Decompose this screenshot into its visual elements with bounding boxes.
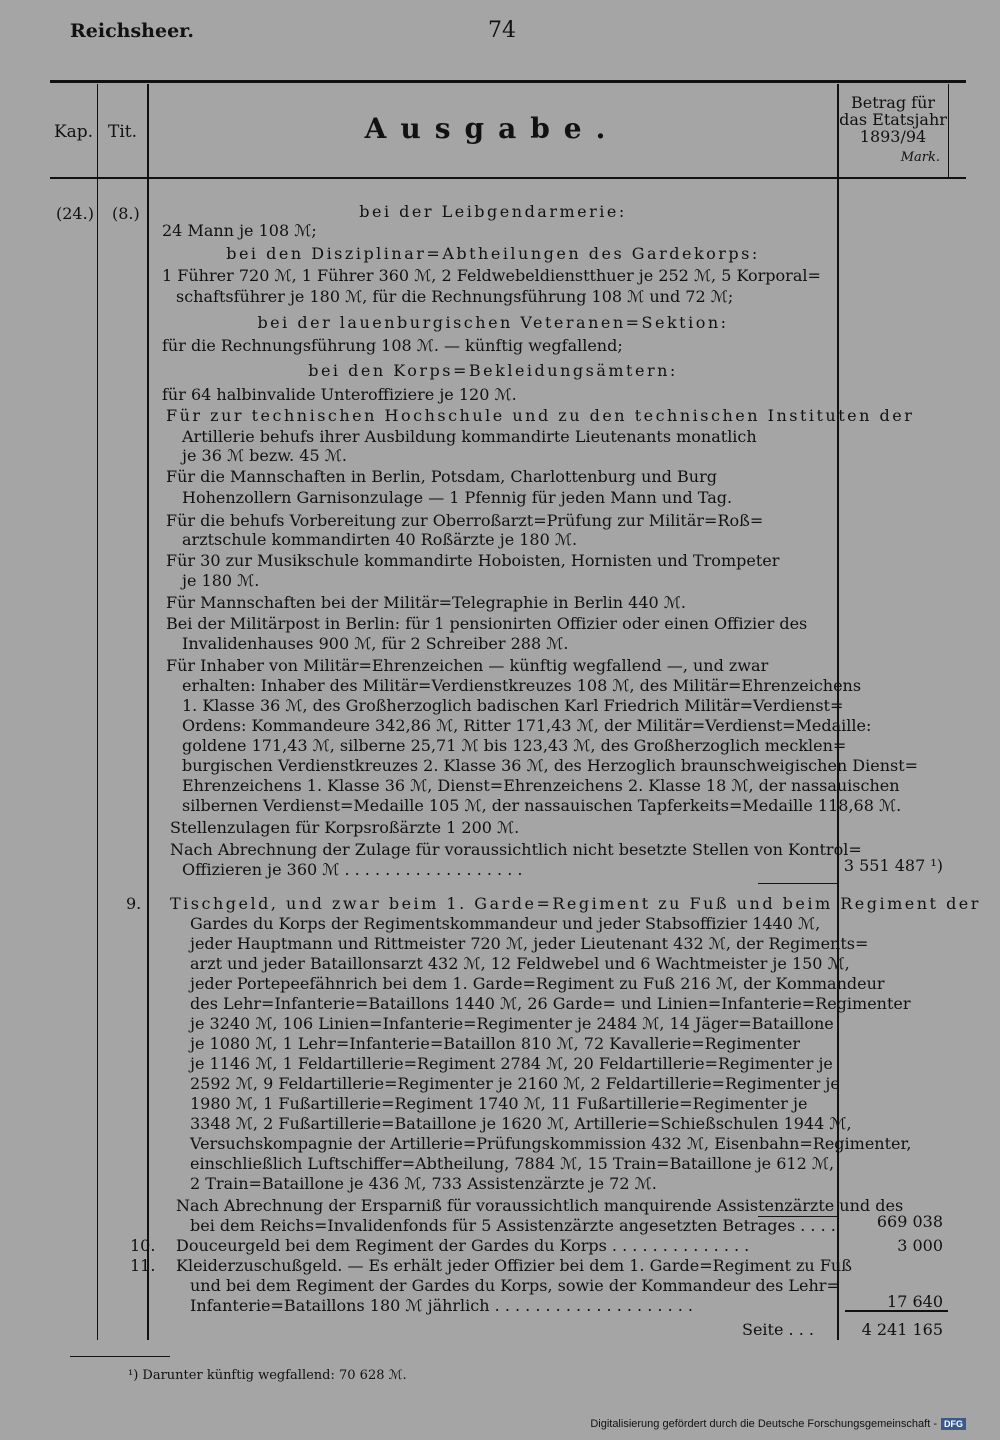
body-line: burgischen Verdienstkreuzes 2. Klasse 36 ℳ, des Herzoglich braunschweigischen Dienst= (182, 756, 919, 775)
amount-tit-10: 3 000 (897, 1236, 943, 1255)
body-line: Für 30 zur Musikschule kommandirte Hoboisten, Hornisten und Trompeter (166, 551, 780, 570)
body-line: arztschule kommandirten 40 Roßärzte je 180 ℳ. (182, 530, 578, 549)
body-line: für die Rechnungsführung 108 ℳ. — künftig wegfallend; (162, 336, 623, 355)
credit-text: Digitalisierung gefördert durch die Deutsche Forschungsgemeinschaft - (590, 1418, 937, 1430)
t9-line: je 1080 ℳ, 1 Lehr=Infanterie=Bataillon 810 ℳ, 72 Kavallerie=Regimenter (190, 1034, 801, 1053)
t9-line: einschließlich Luftschiffer=Abtheilung, 7884 ℳ, 15 Train=Bataillone je 612 ℳ, (190, 1154, 835, 1173)
body-line: Für Inhaber von Militär=Ehrenzeichen — künftig wegfallend —, und zwar (166, 656, 769, 675)
body-line: Stellenzulagen für Korpsroßärzte 1 200 ℳ. (170, 818, 520, 837)
col-divider-tit (147, 84, 149, 1340)
t9-line: 3348 ℳ, 2 Fußartillerie=Bataillone je 1620 ℳ, Artillerie=Schießschulen 1944 ℳ, (190, 1114, 852, 1133)
body-line: Für die Mannschaften in Berlin, Potsdam, Charlottenburg und Burg (166, 467, 717, 486)
col-header-tit: Tit. (107, 122, 137, 142)
t9-line: 1980 ℳ, 1 Fußartillerie=Regiment 1740 ℳ, 11 Fußartillerie=Regimenter je (190, 1094, 808, 1113)
t9-line: je 1146 ℳ, 1 Feldartillerie=Regiment 2784 ℳ, 20 Feldartillerie=Regimenter je (190, 1054, 833, 1073)
body-line: Artillerie behufs ihrer Ausbildung kommandirte Lieutenants monatlich (182, 427, 757, 446)
col-header-amount (838, 94, 948, 166)
kap-value: (24.) (56, 204, 94, 223)
amount-header-line2: das Etatsjahr (839, 110, 947, 129)
t9-line: bei dem Reichs=Invalidenfonds für 5 Assistenzärzte angesetzten Betrages . . . . (190, 1216, 836, 1235)
running-title: Reichsheer. (70, 20, 195, 42)
body-line: bei der Leibgendarmerie: (359, 202, 627, 221)
seite-label: Seite . . . (742, 1320, 814, 1339)
body-line: bei den Korps=Bekleidungsämtern: (308, 361, 678, 380)
amount-header-line1: Betrag für (850, 93, 936, 112)
col-divider-kap (97, 84, 98, 1340)
t9-line: 2592 ℳ, 9 Feldartillerie=Regimenter je 2160 ℳ, 2 Feldartillerie=Regimenter je (190, 1074, 840, 1093)
t9-line: des Lehr=Infanterie=Bataillons 1440 ℳ, 26 Garde= und Linien=Infanterie=Regimenter (190, 994, 911, 1013)
body-line: Invalidenhauses 900 ℳ, für 2 Schreiber 288 ℳ. (182, 634, 569, 653)
t9-line: Tischgeld, und zwar beim 1. Garde=Regiment zu Fuß und beim Regiment der (170, 894, 981, 913)
body-line: Hohenzollern Garnisonzulage — 1 Pfennig für jeden Mann und Tag. (182, 488, 733, 507)
t9-line: Versuchskompagnie der Artillerie=Prüfungskommission 432 ℳ, Eisenbahn=Regimenter, (190, 1134, 912, 1153)
amount-page-total: 4 241 165 (861, 1320, 943, 1339)
body-line: Für zur technischen Hochschule und zu den technischen Instituten der (166, 406, 915, 425)
body-line: 24 Mann je 108 ℳ; (162, 221, 317, 240)
tit-value-10: 10. (130, 1236, 156, 1255)
t9-line: arzt und jeder Bataillonsarzt 432 ℳ, 12 Feldwebel und 6 Wachtmeister je 150 ℳ, (190, 954, 850, 973)
body-line: je 180 ℳ. (182, 571, 260, 590)
amount-tit-9: 669 038 (876, 1212, 943, 1231)
t9-line: jeder Portepeefähnrich bei dem 1. Garde=Regiment zu Fuß 216 ℳ, der Kommandeur (190, 974, 885, 993)
section9-rule (758, 883, 838, 884)
col-divider-right (948, 84, 949, 178)
dfg-logo-icon: DFG (941, 1418, 966, 1430)
body-line: Offizieren je 360 ℳ . . . . . . . . . . . . . . . . . . (182, 860, 523, 879)
body-line: Bei der Militärpost in Berlin: für 1 pensionirten Offizier oder einen Offizier des (166, 614, 808, 633)
digitization-credit (590, 1418, 966, 1430)
tit-value-8: (8.) (112, 204, 140, 223)
body-line: erhalten: Inhaber des Militär=Verdienstkreuzes 108 ℳ, des Militär=Ehrenzeichens (182, 676, 862, 695)
t9-line: je 3240 ℳ, 106 Linien=Infanterie=Regimenter je 2484 ℳ, 14 Jäger=Bataillone (190, 1014, 834, 1033)
tit-value-9: 9. (126, 894, 142, 913)
body-line: Ordens: Kommandeure 342,86 ℳ, Ritter 171,43 ℳ, der Militär=Verdienst=Medaille: (182, 716, 872, 735)
t10-line: Douceurgeld bei dem Regiment der Gardes du Korps . . . . . . . . . . . . . . (176, 1236, 750, 1255)
footnote-rule (70, 1356, 170, 1357)
body-line: für 64 halbinvalide Unteroffiziere je 120 ℳ. (162, 385, 517, 404)
body-line: bei den Disziplinar=Abtheilungen des Gardekorps: (226, 244, 760, 263)
tit-value-11: 11. (130, 1256, 156, 1275)
body-line: Nach Abrechnung der Zulage für voraussichtlich nicht besetzte Stellen von Kontrol= (170, 840, 862, 859)
t9-line: jeder Hauptmann und Rittmeister 720 ℳ, jeder Lieutenant 432 ℳ, der Regiments= (190, 934, 869, 953)
body-line: Ehrenzeichens 1. Klasse 36 ℳ, Dienst=Ehrenzeichens 2. Klasse 18 ℳ, der nassauischen (182, 776, 900, 795)
col-header-kap: Kap. (53, 122, 94, 142)
t9-line: 2 Train=Bataillone je 436 ℳ, 733 Assistenzärzte je 72 ℳ. (190, 1174, 657, 1193)
body-line: Für Mannschaften bei der Militär=Telegraphie in Berlin 440 ℳ. (166, 593, 686, 612)
amount-tit-8: 3 551 487 ¹) (843, 856, 943, 875)
body-line: 1. Klasse 36 ℳ, des Großherzoglich badischen Karl Friedrich Militär=Verdienst= (182, 696, 844, 715)
t9-line: Nach Abrechnung der Ersparniß für voraussichtlich manquirende Assistenzärzte und des (176, 1196, 904, 1215)
body-line: bei der lauenburgischen Veteranen=Sektion: (257, 313, 729, 332)
amount-header-unit: Mark. (900, 150, 940, 165)
amount-header-line3: 1893/94 (859, 127, 927, 146)
body-line: je 36 ℳ bezw. 45 ℳ. (182, 446, 347, 465)
body-line: schaftsführer je 180 ℳ, für die Rechnungsführung 108 ℳ und 72 ℳ; (176, 287, 734, 306)
footnote: ¹) Darunter künftig wegfallend: 70 628 ℳ. (128, 1368, 407, 1383)
table-top-rule (50, 80, 966, 83)
body-line: goldene 171,43 ℳ, silberne 25,71 ℳ bis 123,43 ℳ, des Großherzoglich mecklen= (182, 736, 847, 755)
body-line: 1 Führer 720 ℳ, 1 Führer 360 ℳ, 2 Feldwebeldienstthuer je 252 ℳ, 5 Korporal= (162, 266, 821, 285)
amount-tit-11: 17 640 (887, 1292, 943, 1311)
page-number: 74 (488, 18, 516, 43)
t11-line: Infanterie=Bataillons 180 ℳ jährlich . . . . . . . . . . . . . . . . . . . . (190, 1296, 693, 1315)
body-line: silbernen Verdienst=Medaille 105 ℳ, der nassauischen Tapferkeits=Medaille 118,68 ℳ. (182, 796, 902, 815)
table-header-rule (50, 177, 966, 179)
body-line: Für die behufs Vorbereitung zur Oberroßarzt=Prüfung zur Militär=Roß= (166, 511, 764, 530)
t11-line: und bei dem Regiment der Gardes du Korps, sowie der Kommandeur des Lehr= (190, 1276, 840, 1295)
t9-line: Gardes du Korps der Regimentskommandeur und jeder Stabsoffizier 1440 ℳ, (190, 914, 821, 933)
table-title: Ausgabe. (364, 112, 620, 145)
t11-line: Kleiderzuschußgeld. — Es erhält jeder Offizier bei dem 1. Garde=Regiment zu Fuß (176, 1256, 852, 1275)
